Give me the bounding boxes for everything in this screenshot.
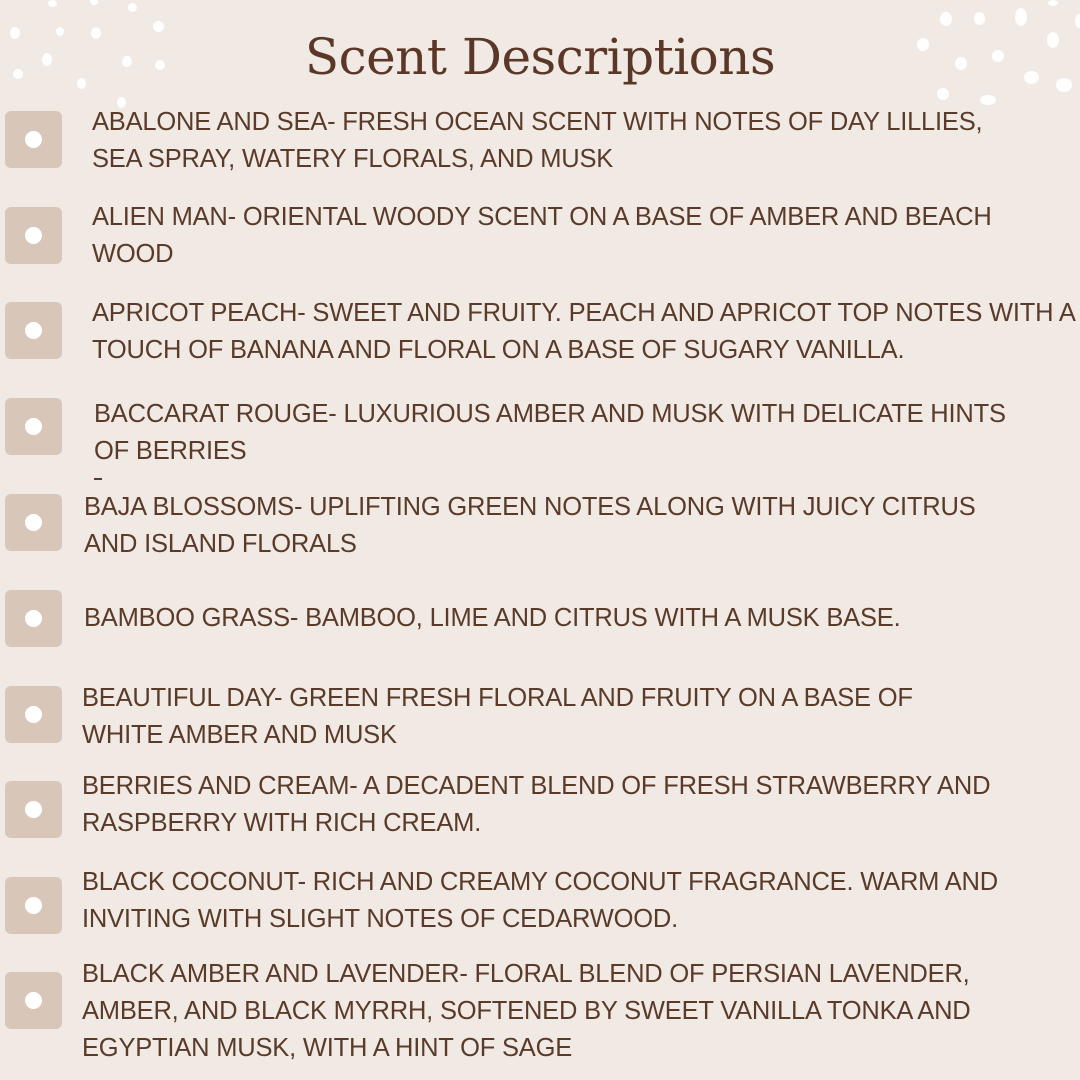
square-bullet-icon xyxy=(5,972,62,1029)
scent-description: BAMBOO GRASS- BAMBOO, LIME AND CITRUS WITH A MUSK BASE. xyxy=(84,604,901,632)
scent-description: BERRIES AND CREAM- A DECADENT BLEND OF FRESH STRAWBERRY AND RASPBERRY WITH RICH CREAM. xyxy=(82,772,991,837)
scent-description: BAJA BLOSSOMS- UPLIFTING GREEN NOTES ALONG WITH JUICY CITRUS AND ISLAND FLORALS xyxy=(84,493,976,558)
square-bullet-icon xyxy=(5,494,62,551)
scent-description: APRICOT PEACH- SWEET AND FRUITY. PEACH AND APRICOT TOP NOTES WITH A TOUCH OF BANANA AND FLORAL ON A BASE OF SUGARY VANILLA. xyxy=(92,299,1076,364)
square-bullet-icon xyxy=(5,111,62,168)
scent-description: ALIEN MAN- ORIENTAL WOODY SCENT ON A BASE OF AMBER AND BEACH WOOD xyxy=(92,203,992,268)
scent-description: BEAUTIFUL DAY- GREEN FRESH FLORAL AND FRUITY ON A BASE OF WHITE AMBER AND MUSK xyxy=(82,684,913,749)
stray-dash-mark xyxy=(94,478,102,480)
scent-description: BLACK AMBER AND LAVENDER- FLORAL BLEND OF PERSIAN LAVENDER, AMBER, AND BLACK MYRRH, SOFTENED BY SWEET VANILLA TONKA AND EGYPTIAN MUSK, WITH A HINT OF SAGE xyxy=(82,960,971,1062)
scent-description: BLACK COCONUT- RICH AND CREAMY COCONUT FRAGRANCE. WARM AND INVITING WITH SLIGHT NOTES OF CEDARWOOD. xyxy=(82,868,998,933)
square-bullet-icon xyxy=(5,207,62,264)
square-bullet-icon xyxy=(5,590,62,647)
scent-description: BACCARAT ROUGE- LUXURIOUS AMBER AND MUSK WITH DELICATE HINTS OF BERRIES xyxy=(94,400,1006,465)
square-bullet-icon xyxy=(5,398,62,455)
scent-description: ABALONE AND SEA- FRESH OCEAN SCENT WITH NOTES OF DAY LILLIES, SEA SPRAY, WATERY FLORALS, AND MUSK xyxy=(92,108,983,173)
page-title: Scent Descriptions xyxy=(304,28,776,86)
square-bullet-icon xyxy=(5,877,62,934)
square-bullet-icon xyxy=(5,686,62,743)
square-bullet-icon xyxy=(5,781,62,838)
square-bullet-icon xyxy=(5,302,62,359)
